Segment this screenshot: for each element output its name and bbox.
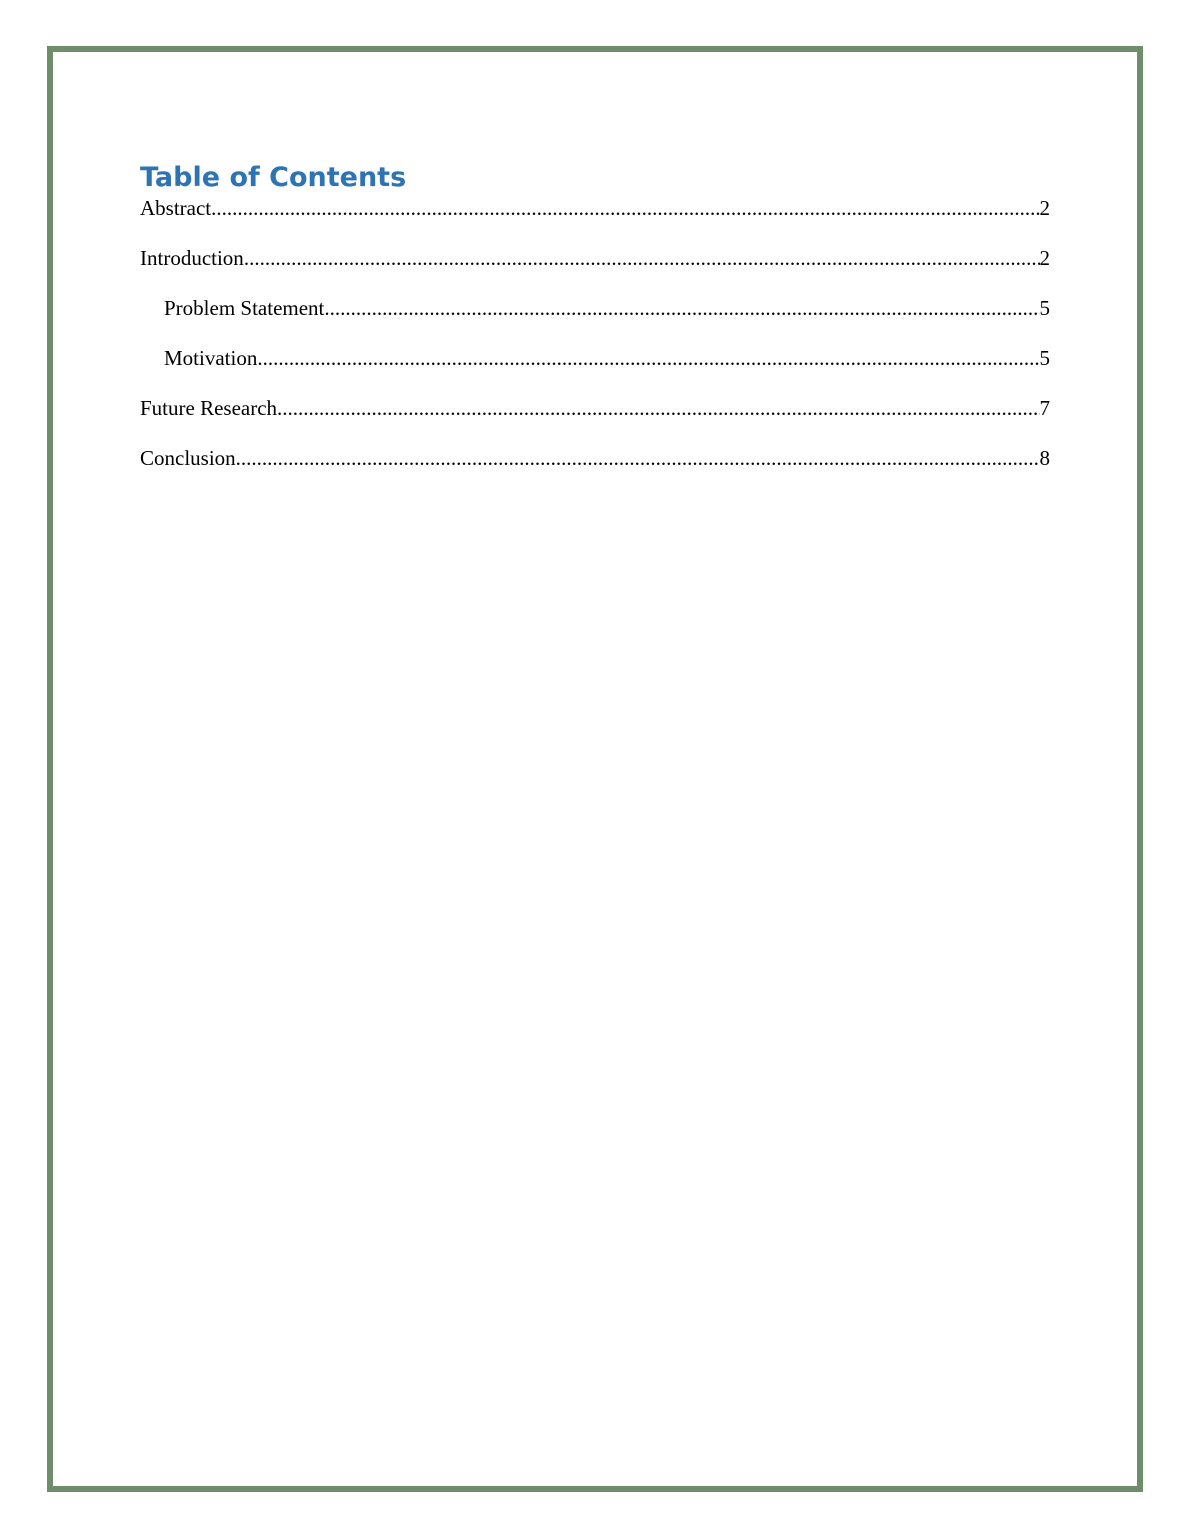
toc-entry-future-research[interactable] (140, 396, 1050, 446)
toc-entry-label: Problem Statement (164, 296, 325, 320)
toc-dot-leader (277, 396, 1039, 420)
toc-entry-abstract[interactable] (140, 196, 1050, 246)
toc-page-number: 7 (1039, 396, 1050, 420)
toc-dot-leader (324, 296, 1039, 320)
toc-page-number: 5 (1039, 346, 1050, 370)
toc-entry-motivation[interactable] (140, 346, 1050, 396)
toc-page-number: 8 (1039, 446, 1050, 470)
toc-page-number: 5 (1039, 296, 1050, 320)
toc-title: Table of Contents (140, 162, 407, 193)
toc-entry-conclusion[interactable] (140, 446, 1050, 496)
toc-entry-introduction[interactable] (140, 246, 1050, 296)
toc-dot-leader (257, 346, 1039, 370)
toc-page-number: 2 (1039, 196, 1050, 220)
toc-dot-leader (211, 196, 1039, 220)
toc-entry-label: Introduction (140, 246, 244, 270)
toc-list (140, 196, 1050, 496)
toc-entry-label: Motivation (164, 346, 258, 370)
toc-page-number: 2 (1039, 246, 1050, 270)
toc-entry-label: Future Research (140, 396, 278, 420)
toc-entry-label: Conclusion (140, 446, 236, 470)
table-of-contents (140, 160, 1050, 496)
toc-entry-problem-statement[interactable] (140, 296, 1050, 346)
toc-entry-label: Abstract (140, 196, 212, 220)
toc-dot-leader (244, 246, 1040, 270)
toc-dot-leader (236, 446, 1040, 470)
